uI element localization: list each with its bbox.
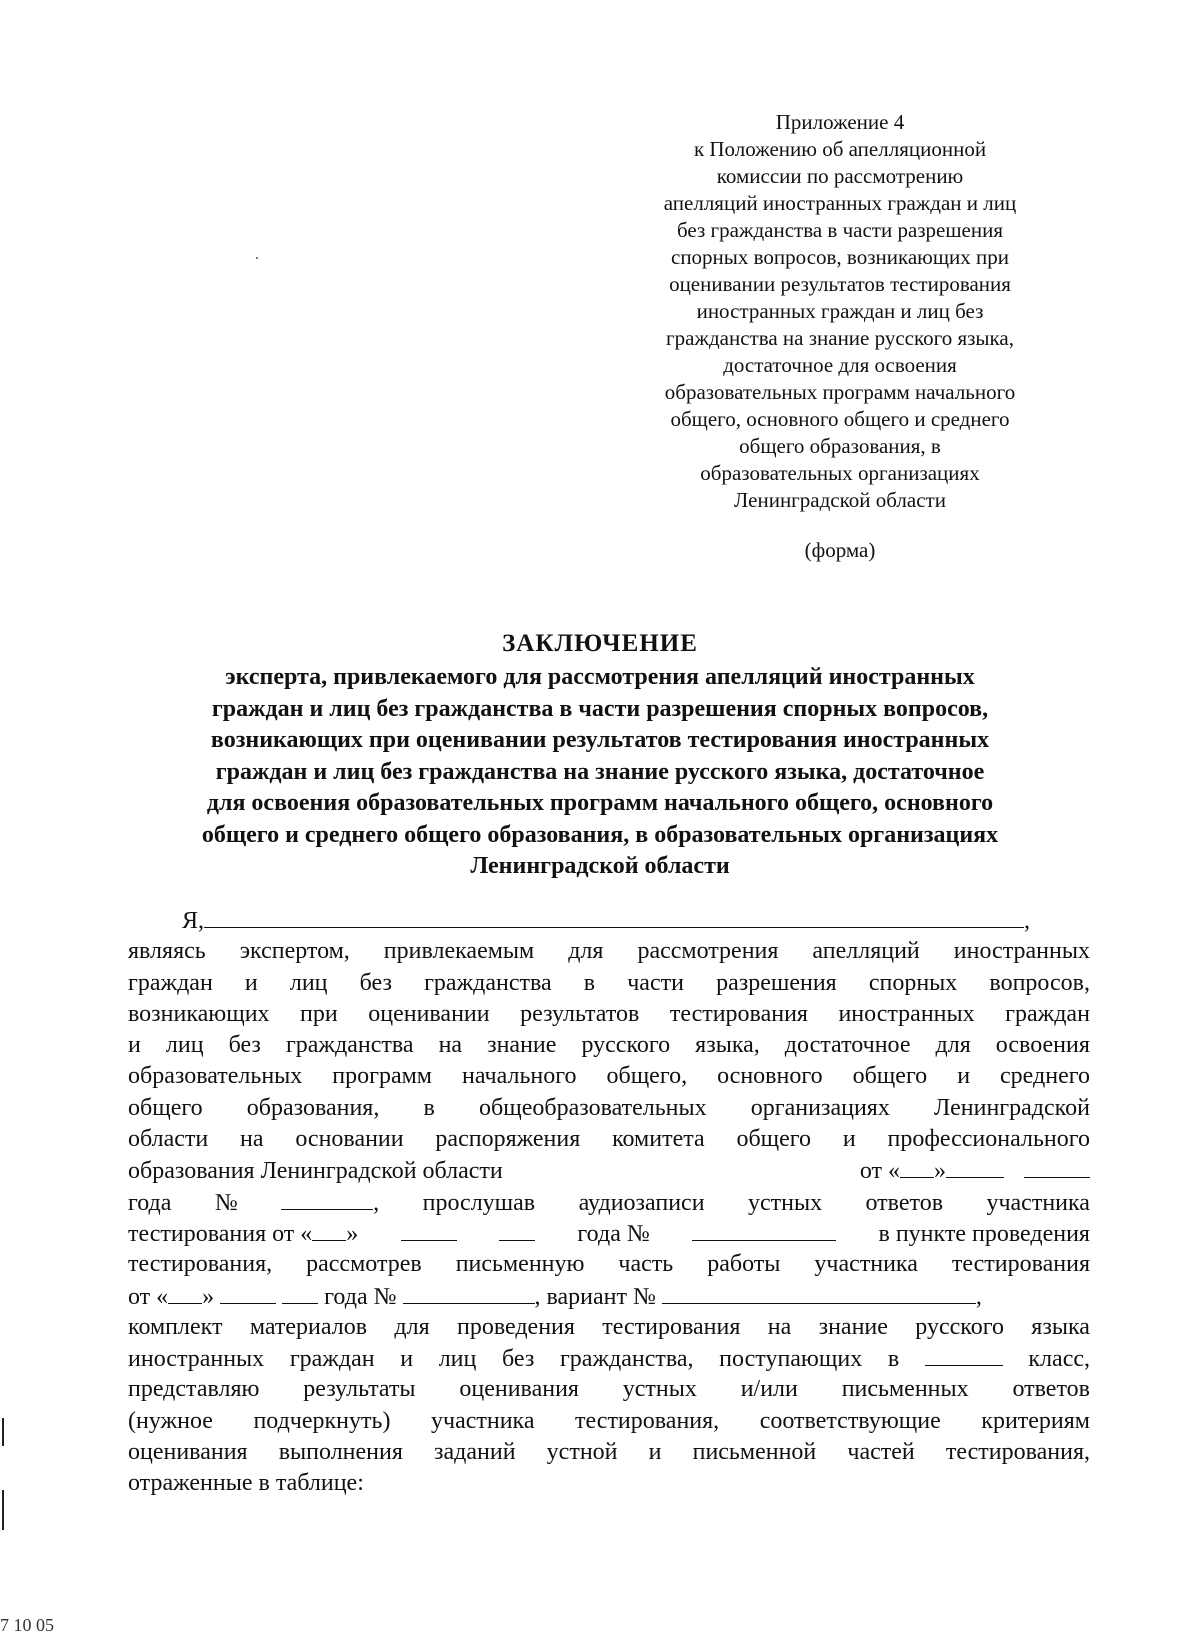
year-number-label: года №: [577, 1220, 650, 1247]
body-word: рассмотрения: [637, 938, 779, 965]
body-word: тестирования: [669, 1000, 808, 1027]
body-word: при: [300, 1000, 338, 1027]
body-word: соответствующие: [759, 1407, 941, 1434]
body-word: спорных: [868, 969, 958, 996]
document-title: ЗАКЛЮЧЕНИЕ: [502, 630, 698, 657]
body-word: профессионального: [887, 1126, 1090, 1153]
body-word: на: [767, 1313, 792, 1340]
body-line: [128, 1406, 1090, 1437]
body-word: разрешения: [716, 969, 837, 996]
body-word: и: [400, 1346, 414, 1373]
body-line: [128, 1312, 1090, 1343]
appendix-line: общего образования, в: [739, 434, 941, 458]
scan-edge-mark: [2, 1418, 4, 1446]
body-line: [128, 1249, 1090, 1280]
written-date-group: [128, 1281, 982, 1313]
appendix-line: без гражданства в части разрешения: [676, 218, 1004, 242]
body-line: [128, 1093, 1090, 1124]
body-word: граждан: [1005, 1000, 1090, 1027]
body-text: [128, 905, 1090, 1500]
body-word: тестирования,: [945, 1439, 1090, 1466]
body-word: ответов: [1012, 1376, 1090, 1403]
body-line: [128, 999, 1090, 1030]
body-word: и: [957, 1063, 971, 1090]
body-word: и: [842, 1126, 856, 1153]
written-year-field[interactable]: [282, 1281, 318, 1304]
body-word: выполнения: [278, 1439, 403, 1466]
body-word: и: [128, 1032, 141, 1059]
body-word: в: [583, 969, 596, 996]
body-word: тестирования: [951, 1251, 1090, 1278]
body-word: частей: [847, 1439, 915, 1466]
body-word: являясь: [128, 938, 206, 965]
body-word: русского: [915, 1313, 1004, 1340]
body-word: ответов: [865, 1189, 944, 1216]
body-word: проведения: [456, 1313, 575, 1340]
body-word: организациях: [750, 1094, 890, 1121]
body-line: [128, 1061, 1090, 1092]
order-year-field[interactable]: [1024, 1155, 1090, 1178]
body-word: части: [627, 969, 684, 996]
body-word: аудиозаписи: [578, 1189, 705, 1216]
comma-label: ,: [373, 1189, 380, 1216]
expert-name-row: [128, 905, 1090, 936]
body-word: привлекаемым: [383, 938, 535, 965]
body-word: общеобразовательных: [479, 1094, 707, 1121]
body-word: лиц: [438, 1346, 477, 1373]
body-word: тестирования: [602, 1313, 741, 1340]
body-word: в: [423, 1094, 435, 1121]
body-word: прослушав: [422, 1189, 536, 1216]
appendix-header: [620, 109, 1060, 514]
body-word: основании: [295, 1126, 404, 1153]
table-intro-text: отраженные в таблице:: [128, 1470, 364, 1497]
body-word: без: [359, 969, 392, 996]
from-label: от «: [859, 1158, 900, 1185]
body-word: оценивания: [459, 1376, 579, 1403]
body-word: работы: [707, 1251, 781, 1278]
order-text: образования Ленинградской области: [128, 1158, 503, 1185]
audio-day-field[interactable]: [312, 1218, 346, 1241]
title-line: граждан и лиц без гражданства на знание русского языка, достаточное: [215, 758, 985, 785]
body-word: общего: [852, 1063, 928, 1090]
body-word: оценивании: [368, 1000, 490, 1027]
body-word: рассмотрев: [306, 1251, 422, 1278]
body-word: заданий: [434, 1439, 516, 1466]
body-line: [128, 1124, 1090, 1155]
body-word: гражданства: [424, 969, 552, 996]
body-word: материалов: [249, 1313, 368, 1340]
title-line: Ленинградской области: [470, 853, 730, 879]
body-word: комплект: [128, 1313, 223, 1340]
body-word: возникающих: [128, 1000, 270, 1027]
body-word: апелляций: [812, 938, 920, 965]
body-word: письменную: [455, 1251, 585, 1278]
grade-row: [128, 1343, 1090, 1374]
body-word: среднего: [1000, 1063, 1090, 1090]
body-word: комитета: [612, 1126, 705, 1153]
quote-close: »: [202, 1283, 215, 1310]
body-word: для: [935, 1032, 971, 1059]
body-word: гражданства: [285, 1032, 414, 1059]
appendix-line: комиссии по рассмотрению: [716, 164, 964, 188]
body-line: [128, 1437, 1090, 1468]
body-word: знание: [818, 1313, 888, 1340]
venue-text: в пункте проведения: [878, 1220, 1090, 1247]
title-line: возникающих при оценивании результатов тестирования иностранных: [210, 727, 990, 753]
order-date-group: [860, 1155, 1090, 1187]
body-word: освоения: [995, 1032, 1090, 1059]
order-month-field[interactable]: [946, 1155, 1004, 1178]
body-word: письменных: [841, 1376, 969, 1403]
body-word: устной: [546, 1439, 618, 1466]
appendix-line: оценивании результатов тестирования: [669, 272, 1011, 296]
written-month-field[interactable]: [220, 1281, 276, 1304]
body-word: для: [568, 938, 604, 965]
comma-label: ,: [975, 1283, 982, 1310]
body-word: без: [228, 1032, 261, 1059]
body-word: и: [244, 969, 258, 996]
appendix-line: апелляций иностранных граждан и лиц: [663, 191, 1017, 215]
scan-speck: [256, 257, 258, 259]
body-word: гражданства,: [559, 1346, 694, 1373]
body-word: без: [502, 1346, 535, 1373]
body-word: образования,: [246, 1094, 380, 1121]
audio-month-field[interactable]: [401, 1218, 457, 1241]
from-label: тестирования от «: [128, 1220, 313, 1247]
order-number-group: [281, 1187, 379, 1219]
audio-date-row: [128, 1218, 1090, 1249]
appendix-line: образовательных организациях: [700, 461, 980, 485]
body-word: поступающих: [719, 1346, 863, 1373]
body-word: образовательных: [128, 1063, 303, 1090]
body-word: экспертом,: [239, 938, 350, 965]
order-number-row: [128, 1187, 1090, 1218]
body-word: иностранных: [953, 938, 1090, 965]
body-word: общего: [128, 1094, 203, 1121]
body-word: знание: [487, 1032, 557, 1059]
year-number-label: года №: [324, 1283, 397, 1310]
body-word: распоряжения: [435, 1126, 581, 1153]
body-line: [128, 936, 1090, 967]
body-word: представляю: [128, 1376, 260, 1403]
body-word: Ленинградской: [934, 1094, 1090, 1121]
appendix-line: иностранных граждан и лиц без: [696, 299, 984, 323]
body-word: граждан: [289, 1346, 375, 1373]
comma-label: ,: [1024, 908, 1031, 934]
appendix-line: спорных вопросов, возникающих при: [671, 245, 1009, 269]
body-word: участника: [431, 1407, 535, 1434]
expert-name-field[interactable]: [204, 905, 1024, 928]
appendix-line: к Положению об апелляционной: [693, 137, 987, 161]
written-date-row: [128, 1281, 1090, 1312]
audio-year-field[interactable]: [499, 1218, 535, 1241]
body-word: для: [394, 1313, 430, 1340]
body-word: лиц: [289, 969, 328, 996]
document-title-block: [120, 628, 1080, 883]
body-word: часть: [618, 1251, 674, 1278]
variant-label: , вариант №: [534, 1283, 656, 1310]
form-label: (форма): [804, 538, 876, 562]
body-word: языка: [1031, 1313, 1090, 1340]
appendix-line: Приложение 4: [775, 110, 905, 134]
audio-number-field[interactable]: [692, 1218, 836, 1241]
body-word: граждан: [128, 969, 213, 996]
body-word: в: [887, 1346, 900, 1373]
body-word: общего,: [606, 1063, 688, 1090]
grade-label: класс,: [1028, 1346, 1090, 1373]
order-day-field[interactable]: [900, 1155, 934, 1178]
scan-edge-mark: [2, 1490, 4, 1530]
appendix-line: достаточное для освоения: [723, 353, 957, 377]
appendix-line: Ленинградской области: [734, 488, 946, 512]
body-word: устных: [747, 1189, 823, 1216]
number-label: №: [214, 1189, 238, 1216]
body-word: достаточное: [784, 1032, 911, 1059]
body-word: русского: [581, 1032, 671, 1059]
table-intro: [128, 1468, 1090, 1499]
appendix-line: гражданства на знание русского языка,: [666, 326, 1014, 350]
body-word: начального: [462, 1063, 577, 1090]
body-word: языка,: [695, 1032, 760, 1059]
from-label: от «: [128, 1283, 169, 1310]
body-word: лиц: [165, 1032, 204, 1059]
order-number-field[interactable]: [281, 1187, 373, 1210]
body-word: подчеркнуть): [253, 1407, 391, 1434]
body-word: критериям: [981, 1407, 1090, 1434]
body-word: (нужное: [128, 1407, 213, 1434]
audio-date-group: [128, 1218, 358, 1250]
body-word: участника: [986, 1189, 1090, 1216]
body-word: и/или: [740, 1376, 798, 1403]
written-number-field[interactable]: [403, 1281, 535, 1304]
scan-corner-mark: 7 10 05: [0, 1615, 54, 1635]
body-word: результатов: [520, 1000, 640, 1027]
body-word: и: [648, 1439, 662, 1466]
quote-close: »: [346, 1220, 359, 1247]
body-word: иностранных: [838, 1000, 975, 1027]
grade-field[interactable]: [925, 1343, 1003, 1366]
appendix-line: общего, основного общего и среднего: [670, 407, 1010, 431]
body-word: программ: [332, 1063, 432, 1090]
variant-number-field[interactable]: [662, 1281, 976, 1304]
body-word: результаты: [303, 1376, 416, 1403]
body-word: области: [128, 1126, 209, 1153]
appendix-line: образовательных программ начального: [664, 380, 1016, 404]
body-word: письменной: [692, 1439, 817, 1466]
title-line: граждан и лиц без гражданства в части разрешения спорных вопросов,: [211, 695, 989, 722]
pronoun-label: Я,: [182, 908, 205, 934]
body-word: основного: [717, 1063, 823, 1090]
body-word: участника: [814, 1251, 918, 1278]
year-label: года: [128, 1189, 172, 1216]
title-line: общего и среднего общего образования, в образовательных организациях: [201, 821, 999, 848]
title-line: эксперта, привлекаемого для рассмотрения апелляций иностранных: [225, 664, 975, 690]
body-word: на: [240, 1126, 264, 1153]
title-line: для освоения образовательных программ начального общего, основного: [206, 790, 994, 816]
body-line: [128, 1030, 1090, 1061]
body-word: на: [438, 1032, 463, 1059]
body-word: общего: [736, 1126, 812, 1153]
body-word: оценивания: [128, 1439, 248, 1466]
body-word: вопросов,: [989, 969, 1090, 996]
body-line: [128, 968, 1090, 999]
written-day-field[interactable]: [168, 1281, 202, 1304]
quote-close: »: [934, 1158, 946, 1185]
body-word: иностранных: [128, 1346, 265, 1373]
order-row: [128, 1155, 1090, 1186]
body-word: тестирования,: [128, 1251, 273, 1278]
body-word: тестирования,: [575, 1407, 720, 1434]
body-word: устных: [622, 1376, 697, 1403]
body-line: [128, 1374, 1090, 1405]
